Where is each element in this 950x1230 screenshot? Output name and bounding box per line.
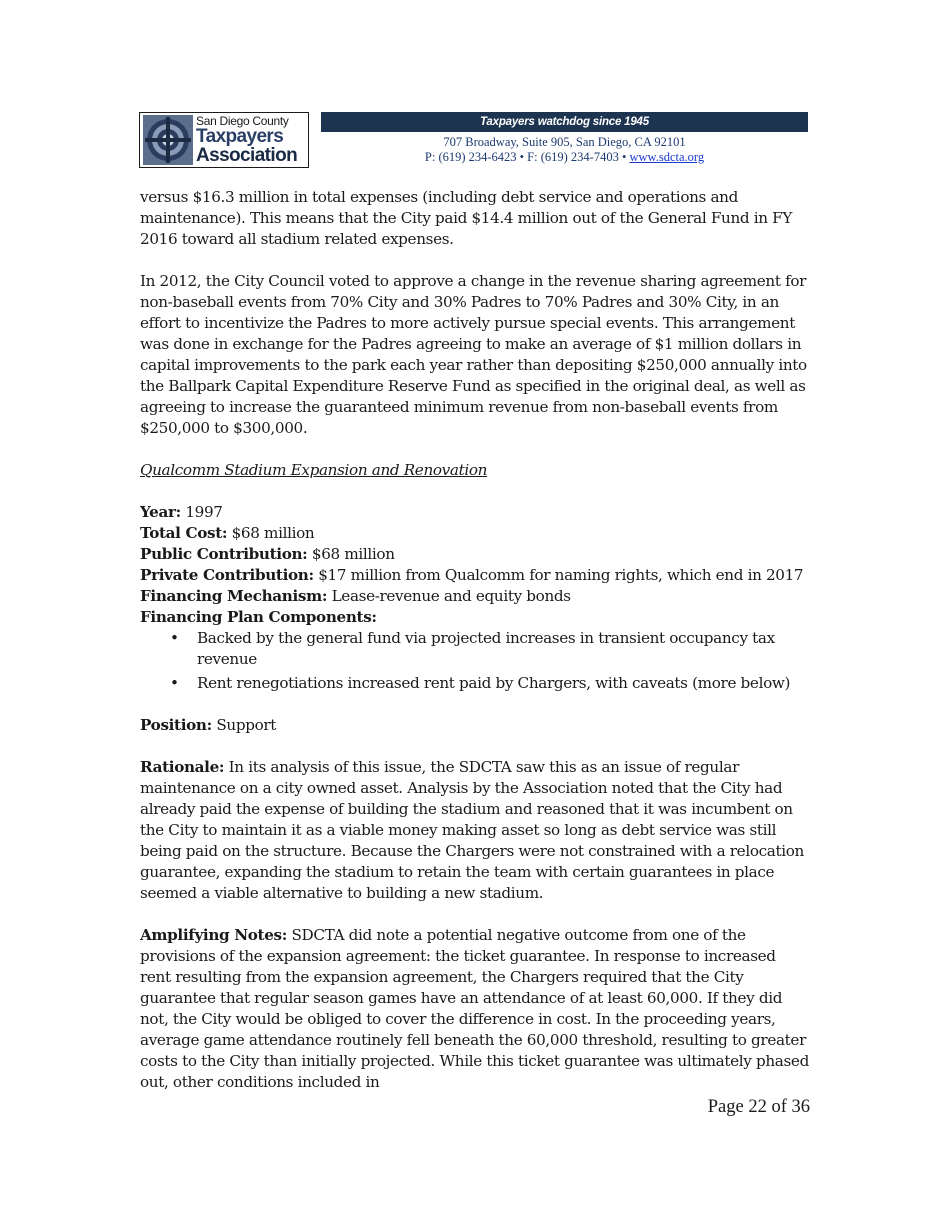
year-label: Year: [140,503,181,521]
page-number: Page 22 of 36 [707,1097,810,1117]
total-cost-label: Total Cost: [140,524,228,542]
year-value: 1997 [180,503,223,521]
total-cost-value: $68 million [227,524,315,542]
website-link[interactable]: www.sdcta.org [629,150,705,164]
paragraph-1: versus $16.3 million in total expenses (including debt service and operations and maintenance). This means that the City paid $14.4 million out of the General Fund in FY 2016 toward all stadium related expenses. [140,188,793,248]
list-item: • Rent renegotiations increased rent paid by Chargers, with caveats (more below) [140,673,810,694]
rationale-paragraph [140,757,810,904]
list-item: • Backed by the general fund via projected increases in transient occupancy tax revenue [140,628,810,670]
public-contribution-row [140,544,810,565]
private-contribution-row [140,565,810,586]
private-contribution-value: $17 million from Qualcomm for naming rights, which end in 2017 [313,566,804,584]
year-row [140,502,810,523]
amplifying-label: Amplifying Notes: [140,926,287,944]
logo-line1: Taxpayers [196,126,284,147]
target-seal-icon [143,115,193,165]
rationale-text: In its analysis of this issue, the SDCTA saw this as an issue of regular maintenance on a city owned asset. Analysis by the Association noted that the City had already paid the expense of building the stadium and reasoned that it was incumbent on the City to maintain it as a viable money making asset so long as debt service was still being paid on the structure. Because the Chargers were not constrained with a relocation guarantee, expanding the stadium to retain the team with certain guarantees in place seemed a viable alternative to building a new stadium. [140,758,804,902]
rationale-label: Rationale: [140,758,225,776]
logo-county: San Diego County [196,114,289,128]
financing-components-row [140,607,810,628]
header-address-block [321,135,808,165]
public-contribution-label: Public Contribution: [140,545,308,563]
document-body [140,187,810,1093]
facts-block [140,502,810,628]
total-cost-row [140,523,810,544]
sdcta-logo [139,112,309,168]
logo-line2: Association [196,145,298,166]
address-line: 707 Broadway, Suite 905, San Diego, CA 92101 [443,135,686,149]
tagline-band: Taxpayers watchdog since 1945 [321,112,808,132]
financing-mechanism-value: Lease-revenue and equity bonds [327,587,571,605]
phone-fax: P: (619) 234-6423 • F: (619) 234-7403 • [424,150,630,164]
financing-components-label: Financing Plan Components: [140,608,377,626]
financing-mechanism-row [140,586,810,607]
public-contribution-value: $68 million [307,545,395,563]
section-title: Qualcomm Stadium Expansion and Renovation [140,461,488,479]
amplifying-text: SDCTA did note a potential negative outcome from one of the provisions of the expansion agreement: the ticket guarantee. In response to increased rent resulting from the expansion agreement, the Chargers required that the City guarantee that regular season games have an attendance of at least 60,000. If they did not, the City would be obliged to cover the difference in cost. In the proceeding years, average game attendance routinely fell beneath the 60,000 threshold, resulting to greater costs to the City than initially projected. While this ticket guarantee was ultimately phased out, other conditions included in [140,926,809,1091]
components-list [140,628,810,694]
contact-line [321,150,808,165]
position-label: Position: [140,716,212,734]
position-paragraph [140,715,810,736]
amplifying-paragraph [140,925,810,1093]
financing-mechanism-label: Financing Mechanism: [140,587,328,605]
paragraph-2: In 2012, the City Council voted to approve a change in the revenue sharing agreement for non-baseball events from 70% City and 30% Padres to 70% Padres and 30% City, in an effort to incentivize the Padres to more actively pursue special events. This arrangement was done in exchange for the Padres agreeing to make an average of $1 million dollars in capital improvements to the park each year rather than depositing $250,000 annually into the Ballpark Capital Expenditure Reserve Fund as specified in the original deal, as well as agreeing to increase the guaranteed minimum revenue from non-baseball events from $250,000 to $300,000. [140,272,807,437]
position-value: Support [211,716,277,734]
private-contribution-label: Private Contribution: [140,566,314,584]
